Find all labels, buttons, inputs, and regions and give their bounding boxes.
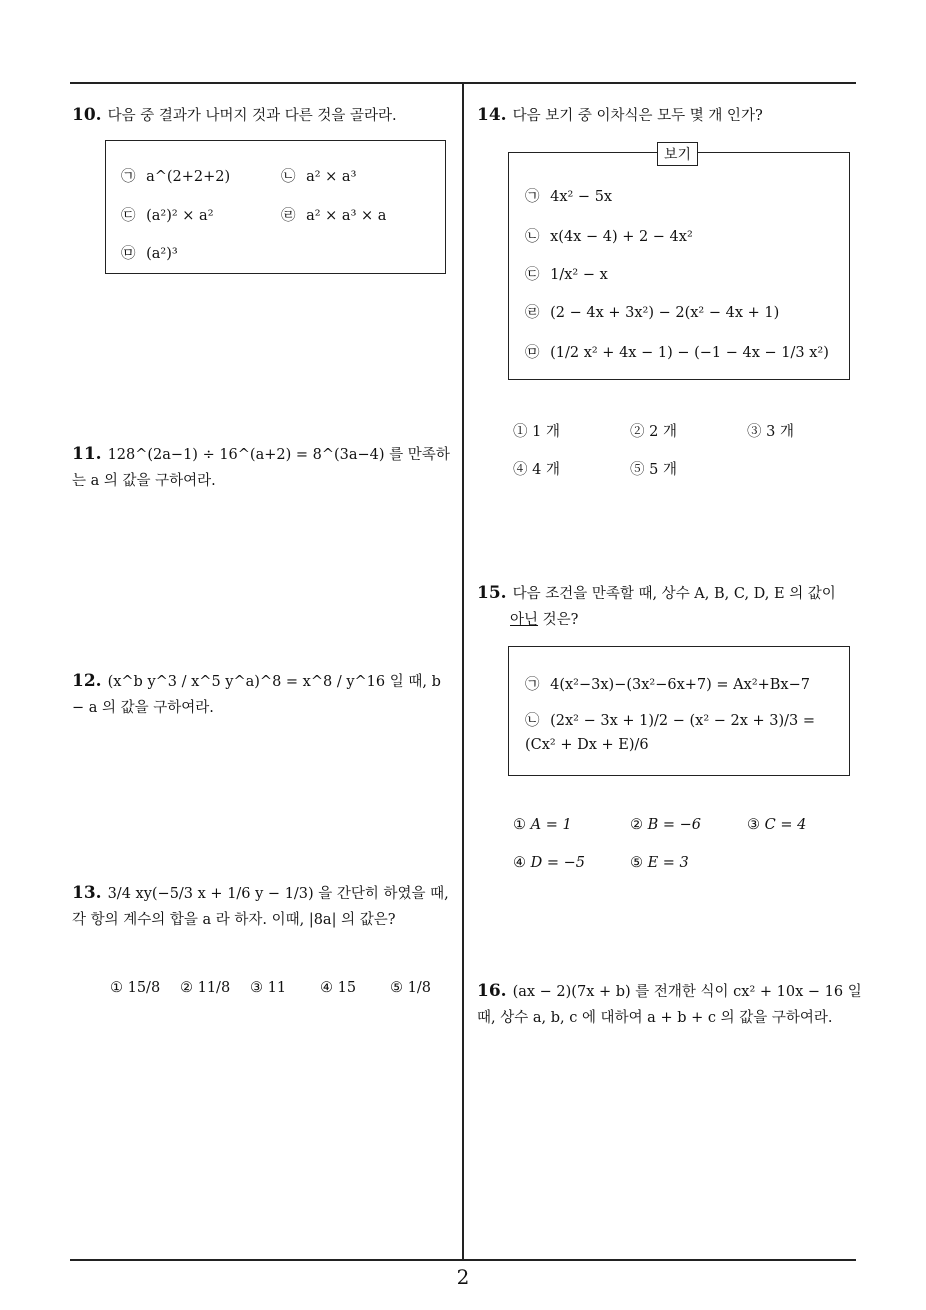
q15-choice-3[interactable]: ③ C = 4	[747, 817, 807, 833]
question-16	[477, 978, 862, 1031]
question-text: 다음 보기 중 이차식은 모두 몇 개 인가?	[512, 108, 763, 124]
question-number: 12.	[72, 671, 102, 691]
q15-choice-4[interactable]: ④ D = −5	[513, 855, 585, 871]
question-10	[72, 102, 397, 129]
q14-item-1: ㉠ 4x² − 5x	[525, 189, 613, 205]
q10-item-2: ㉡ a² × a³	[281, 169, 357, 185]
question-number: 15.	[477, 583, 507, 603]
item-expr: (1/2 x² + 4x − 1) − (−1 − 4x − 1/3 x²)	[550, 345, 829, 361]
question-expr: (x^b y^3 / x^5 y^a)^8 = x^8 / y^16	[107, 674, 386, 690]
question-number: 14.	[477, 105, 507, 125]
q10-item-5: ㉤ (a²)³	[121, 246, 178, 262]
page-number: 2	[456, 1265, 470, 1289]
q14-choice-5[interactable]: ⑤ 5 개	[630, 462, 677, 478]
item-expr: (a²)³	[146, 246, 178, 262]
item-expr: (2x² − 3x + 1)/2 − (x² − 2x + 3)/3 = (Cx² + Dx + E)/6	[525, 713, 816, 753]
item-expr: a² × a³	[306, 169, 357, 185]
question-text: 일 때, b − a 의 값을 구하여라.	[72, 674, 441, 716]
question-text: 다음 중 결과가 나머지 것과 다른 것을 골라라.	[107, 108, 397, 124]
bottom-rule	[70, 1259, 856, 1261]
q15-item-2: ㉡ (2x² − 3x + 1)/2 − (x² − 2x + 3)/3 = (Cx² + Dx + E)/6	[525, 713, 816, 753]
q15-choice-1[interactable]: ① A = 1	[513, 817, 572, 833]
question-expr: 128^(2a−1) ÷ 16^(a+2) = 8^(3a−4)	[107, 447, 385, 463]
q14-bogi-box	[508, 152, 850, 380]
q15-item-1: ㉠ 4(x²−3x)−(3x²−6x+7) = Ax²+Bx−7	[525, 677, 810, 693]
question-11	[72, 441, 457, 494]
question-number: 16.	[477, 981, 507, 1001]
q14-choice-1[interactable]: ① 1 개	[513, 424, 560, 440]
question-14	[477, 102, 763, 129]
question-number: 13.	[72, 883, 102, 903]
item-expr: (2 − 4x + 3x²) − 2(x² − 4x + 1)	[550, 305, 780, 321]
question-number: 11.	[72, 444, 102, 464]
item-expr: (a²)² × a²	[146, 208, 214, 224]
q13-choice-1[interactable]: ① 15/8	[110, 980, 161, 996]
q10-item-3: ㉢ (a²)² × a²	[121, 208, 214, 224]
q13-choice-4[interactable]: ④ 15	[320, 980, 357, 996]
q10-item-1: ㉠ a^(2+2+2)	[121, 169, 231, 185]
q10-box	[105, 140, 446, 274]
q14-item-2: ㉡ x(4x − 4) + 2 − 4x²	[525, 229, 693, 245]
q14-choice-3[interactable]: ③ 3 개	[747, 424, 794, 440]
question-expr: 3/4 xy(−5/3 x + 1/6 y − 1/3)	[107, 886, 314, 902]
question-text: 를 전개한 식이 cx² + 10x − 16 일 때, 상수 a, b, c 에 대하여 a + b + c 의 값을 구하여라.	[477, 984, 862, 1026]
item-expr: 1/x² − x	[550, 267, 608, 283]
underlined-word: 아닌	[510, 612, 539, 628]
question-text: 를 만족하는 a 의 값을 구하여라.	[72, 447, 450, 489]
question-number: 10.	[72, 105, 102, 125]
q15-box	[508, 646, 850, 776]
column-divider	[462, 82, 464, 1260]
question-15	[477, 580, 862, 633]
question-text: 다음 조건을 만족할 때, 상수 A, B, C, D, E 의 값이	[512, 586, 836, 602]
item-expr: a² × a³ × a	[306, 208, 387, 224]
item-expr: x(4x − 4) + 2 − 4x²	[550, 229, 693, 245]
bogi-label: 보기	[657, 142, 698, 166]
question-text: 을 간단히 하였을 때, 각 항의 계수의 합을 a 라 하자. 이때, |8a| 의 값은?	[72, 886, 449, 928]
question-text-end: 것은?	[542, 612, 579, 628]
q14-choice-4[interactable]: ④ 4 개	[513, 462, 560, 478]
q15-choice-2[interactable]: ② B = −6	[630, 817, 702, 833]
q13-choice-3[interactable]: ③ 11	[250, 980, 287, 996]
q14-choice-2[interactable]: ② 2 개	[630, 424, 677, 440]
question-12	[72, 668, 457, 721]
q14-item-4: ㉣ (2 − 4x + 3x²) − 2(x² − 4x + 1)	[525, 305, 780, 321]
q13-choice-5[interactable]: ⑤ 1/8	[390, 980, 431, 996]
q10-item-4: ㉣ a² × a³ × a	[281, 208, 387, 224]
item-expr: a^(2+2+2)	[146, 169, 231, 185]
q14-item-3: ㉢ 1/x² − x	[525, 267, 608, 283]
q14-item-5: ㉤ (1/2 x² + 4x − 1) − (−1 − 4x − 1/3 x²)	[525, 345, 829, 361]
item-expr: 4(x²−3x)−(3x²−6x+7) = Ax²+Bx−7	[550, 677, 810, 693]
item-expr: 4x² − 5x	[550, 189, 613, 205]
question-13	[72, 880, 457, 933]
q15-choice-5[interactable]: ⑤ E = 3	[630, 855, 689, 871]
question-expr: (ax − 2)(7x + b)	[512, 984, 631, 1000]
q13-choice-2[interactable]: ② 11/8	[180, 980, 231, 996]
